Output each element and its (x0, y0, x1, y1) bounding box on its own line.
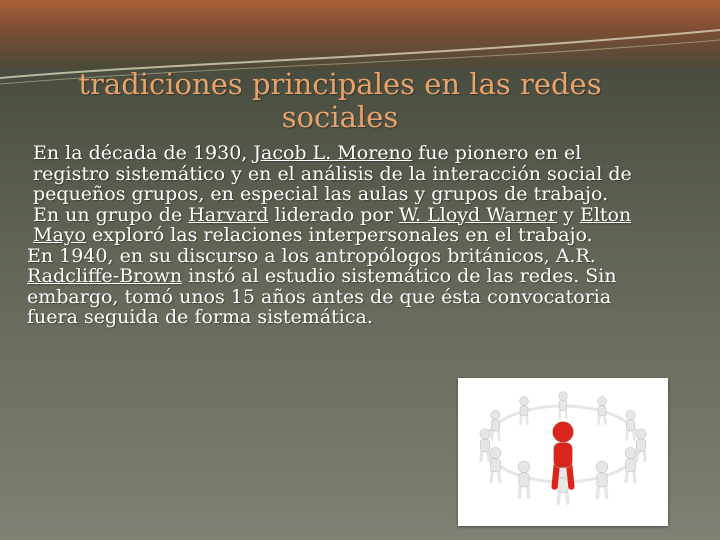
slide-body (27, 143, 647, 328)
white-figure (490, 447, 501, 481)
white-figure (491, 410, 500, 439)
white-figure (596, 461, 608, 497)
circle-of-people-icon (458, 378, 668, 526)
white-figure (518, 461, 530, 497)
white-figure (559, 392, 568, 418)
white-figure (598, 397, 607, 424)
text-run: instó al estudio sistemático de las redes. Sin embargo, tomó unos 15 años antes de que ésta convocatoria fuera seguida de forma sistemática. (27, 265, 617, 328)
white-figure (626, 410, 635, 439)
text-run: En la década de 1930, (33, 142, 254, 164)
text-run: En 1940, en su discurso a los antropólogos británicos, A.R. (27, 244, 596, 267)
white-figure (520, 397, 529, 424)
paragraph-3 (27, 246, 647, 328)
text-run: exploró las relaciones interpersonales en el trabajo. (85, 224, 593, 246)
text-run: En un grupo de (33, 203, 189, 226)
text-link[interactable]: Harvard (188, 203, 269, 226)
slide-title: tradiciones principales en las redes sociales (78, 67, 602, 134)
white-figure (480, 429, 490, 461)
text-link[interactable]: Elton Mayo (33, 203, 632, 246)
text-run: liderado por (268, 203, 399, 226)
text-link[interactable]: W. Lloyd Warner (398, 203, 558, 226)
text-link[interactable]: Jacob L. Moreno (253, 142, 413, 164)
white-figure (625, 447, 636, 481)
paragraph-2 (27, 205, 647, 246)
white-figure (636, 429, 646, 461)
text-run: fue pionero en el registro sistemático y en el análisis de la interacción social de pequeños grupos, en especial las aulas y grupos de trabajo. (33, 142, 632, 205)
network-picture (458, 378, 668, 526)
text-link[interactable]: Radcliffe-Brown (27, 265, 183, 287)
text-run: y (557, 203, 580, 226)
paragraph-1 (27, 143, 647, 205)
